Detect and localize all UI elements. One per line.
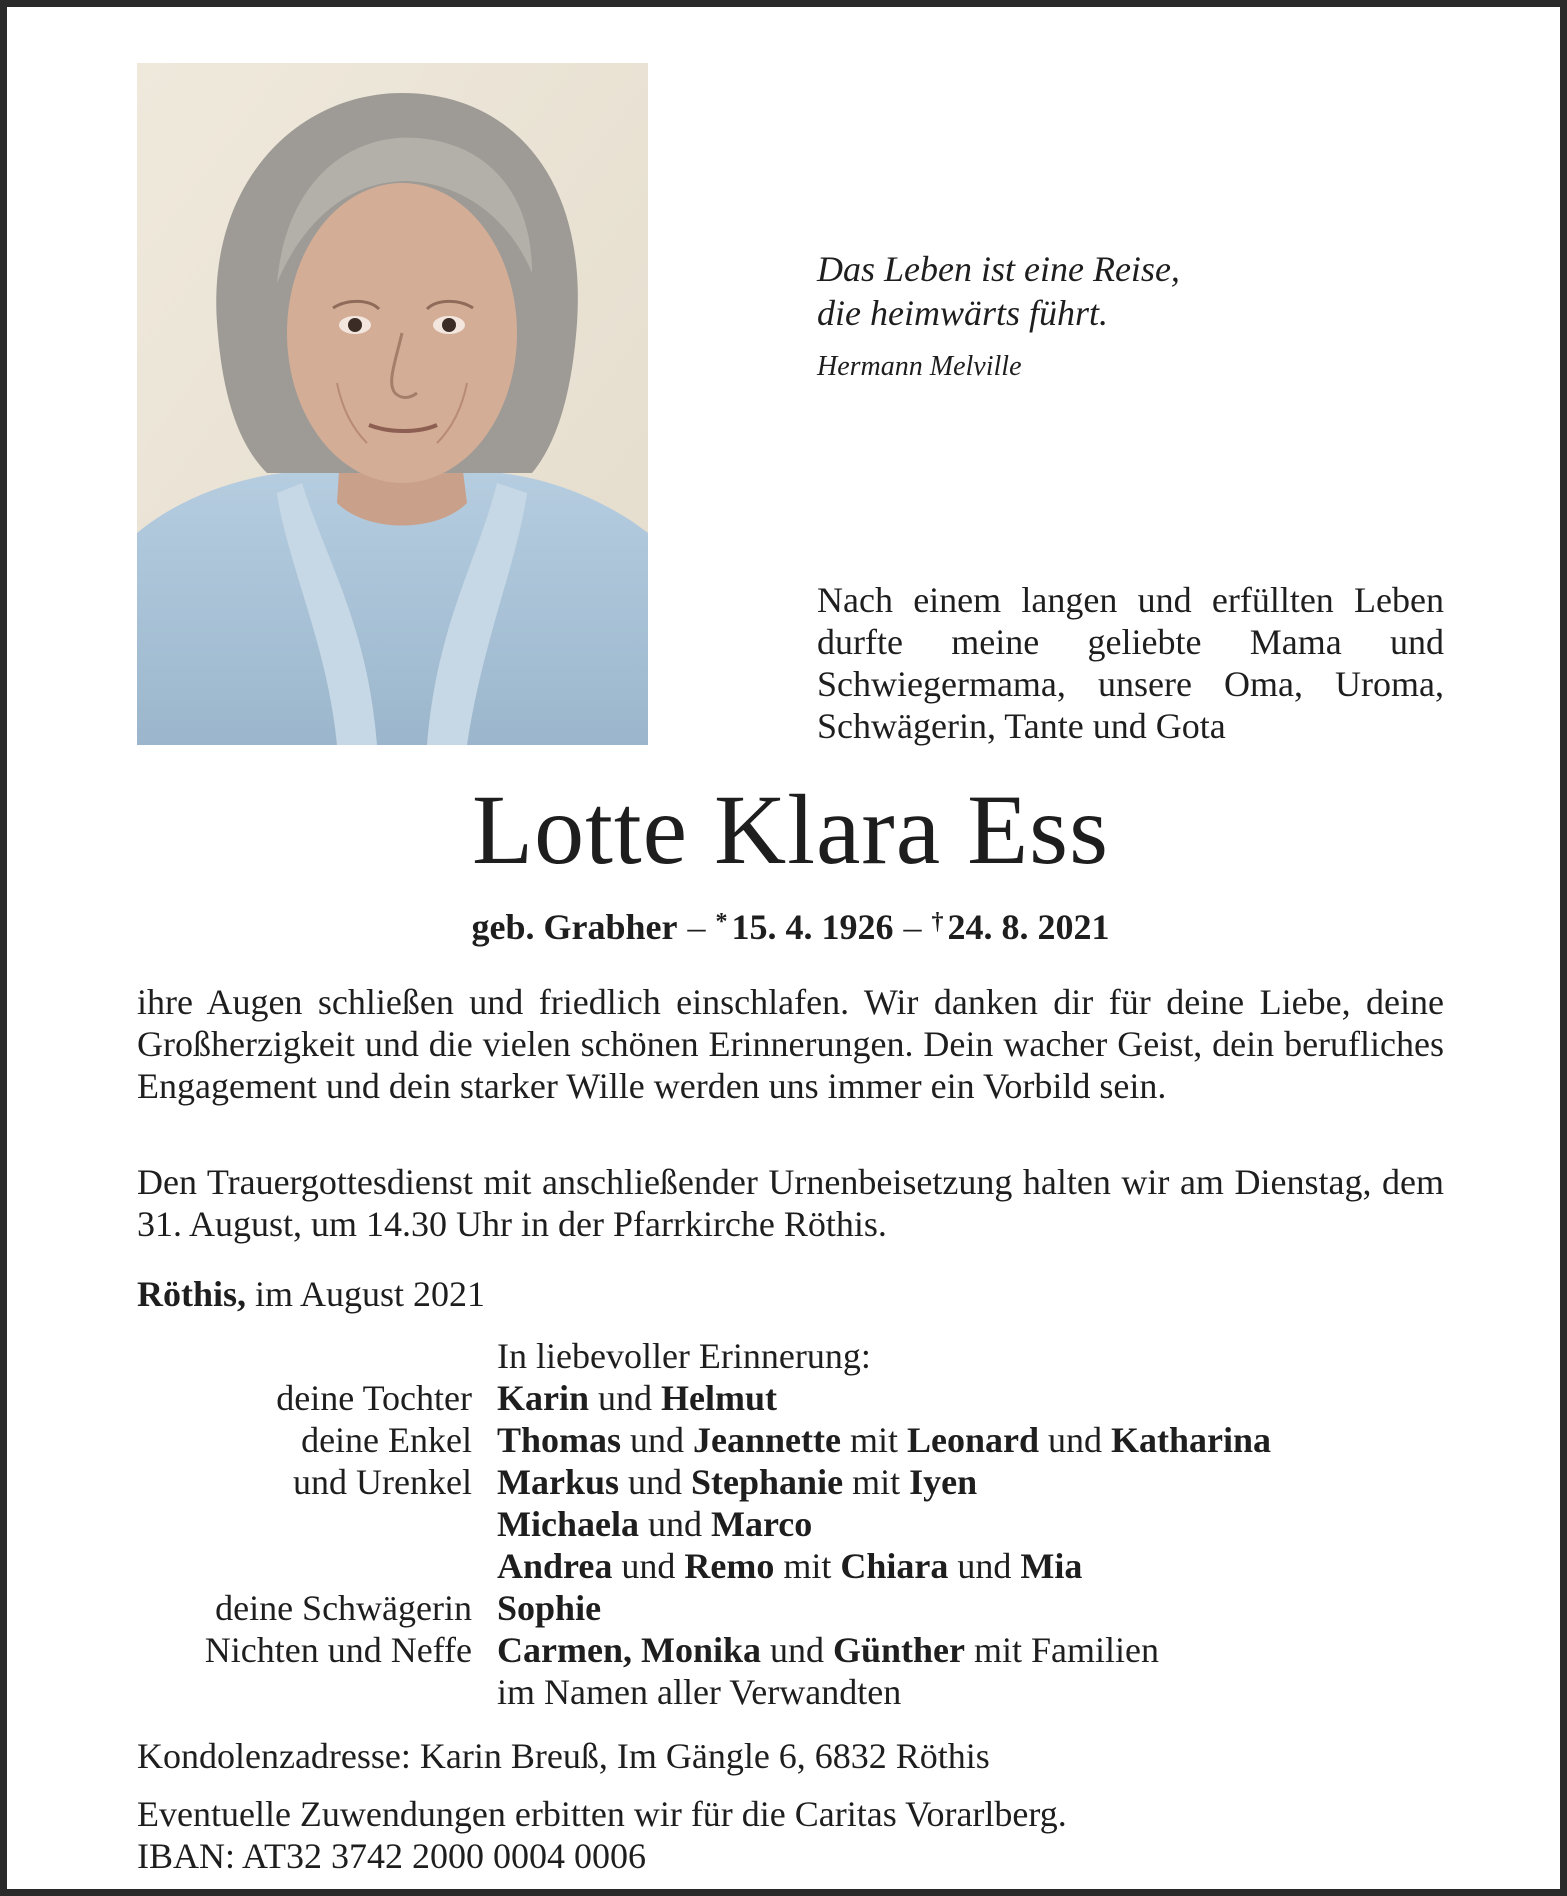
service-paragraph: Den Trauergottesdienst mit anschließender Urnenbeisetzung halten wir am Dienstag, dem 31. August, um 14.30 Uhr in der Pfarrkirche Röthis. <box>137 1162 1444 1244</box>
quote-author: Hermann Melville <box>817 351 1022 382</box>
family-connector: und <box>770 1630 824 1670</box>
family-connector: mit <box>783 1546 832 1586</box>
family-members <box>497 1587 601 1629</box>
family-connector: im Namen aller Verwandten <box>497 1672 902 1712</box>
iban: IBAN: AT32 3742 2000 0004 0006 <box>137 1836 647 1876</box>
family-row <box>137 1419 1271 1461</box>
family-row <box>137 1671 1271 1713</box>
portrait-photo <box>137 63 648 745</box>
condolence-address: Kondolenzadresse: Karin Breuß, Im Gängle 6, 6832 Röthis <box>137 1736 990 1776</box>
family-connector: und <box>630 1420 685 1460</box>
intro-text: Nach einem langen und erfüllten Leben durfte meine geliebte Mama und Schwiegermama, unsere Oma, Uroma, Schwägerin, Tante und Gota <box>817 580 1444 746</box>
family-members <box>497 1671 901 1713</box>
family-relation: deine Enkel <box>301 1420 472 1460</box>
family-member-name: Mia <box>1020 1546 1083 1586</box>
place-date: im August 2021 <box>255 1274 486 1314</box>
family-connector: und <box>647 1504 702 1544</box>
family-member-name: Carmen, Monika <box>497 1630 761 1670</box>
death-date: 24. 8. 2021 <box>947 907 1110 947</box>
family-relation <box>137 1545 472 1587</box>
family-relation <box>137 1671 472 1713</box>
dates-separator-2: – <box>903 907 922 947</box>
family-member-name: Jeannette <box>693 1420 841 1460</box>
family-row <box>137 1377 1271 1419</box>
family-member-name: Iyen <box>909 1462 978 1502</box>
family-member-name: Marco <box>710 1504 813 1544</box>
family-member-name: Remo <box>684 1546 775 1586</box>
family-member-name: Leonard <box>907 1420 1040 1460</box>
quote-line-2: die heimwärts führt. <box>817 293 1109 333</box>
family-member-name: Thomas <box>497 1420 622 1460</box>
quote-line-1: Das Leben ist eine Reise, <box>817 249 1180 289</box>
family-member-name: Michaela <box>497 1504 639 1544</box>
birth-symbol: * <box>715 909 728 935</box>
family-relation <box>137 1503 472 1545</box>
family-members <box>497 1545 1082 1587</box>
family-list <box>137 1335 1271 1713</box>
portrait-illustration <box>137 63 648 745</box>
family-member-name: Chiara <box>840 1546 949 1586</box>
family-connector: mit <box>850 1420 899 1460</box>
birth-name: geb. Grabher <box>471 907 678 947</box>
family-heading: In liebevoller Erinnerung: <box>497 1336 871 1376</box>
family-members <box>497 1377 777 1419</box>
family-member-name: Karin <box>497 1378 590 1418</box>
place-town: Röthis, <box>137 1274 247 1314</box>
family-connector: mit <box>852 1462 901 1502</box>
family-members <box>497 1503 812 1545</box>
family-row <box>137 1545 1271 1587</box>
family-member-name: Helmut <box>661 1378 777 1418</box>
family-members <box>497 1461 977 1503</box>
family-connector: und <box>957 1546 1012 1586</box>
family-member-name: Sophie <box>497 1588 602 1628</box>
family-relation: deine Tochter <box>276 1378 472 1418</box>
family-member-name: Katharina <box>1111 1420 1272 1460</box>
death-symbol: † <box>931 909 944 935</box>
family-row <box>137 1461 1271 1503</box>
deceased-name: Lotte Klara Ess <box>471 774 1110 885</box>
life-dates <box>7 900 1567 949</box>
family-connector: und <box>628 1462 683 1502</box>
family-members <box>497 1629 1159 1671</box>
family-member-name: Günther <box>833 1630 966 1670</box>
family-rows <box>137 1377 1271 1713</box>
family-row <box>137 1503 1271 1545</box>
family-connector: und <box>1048 1420 1103 1460</box>
family-row <box>137 1629 1271 1671</box>
family-relation: deine Schwägerin <box>215 1588 472 1628</box>
dates-separator-1: – <box>687 907 706 947</box>
family-member-name: Stephanie <box>691 1462 844 1502</box>
birth-date: 15. 4. 1926 <box>731 907 894 947</box>
family-connector: und <box>598 1378 653 1418</box>
family-connector: und <box>621 1546 676 1586</box>
family-members <box>497 1419 1271 1461</box>
family-relation: Nichten und Neffe <box>204 1630 472 1670</box>
family-relation: und Urenkel <box>293 1462 472 1502</box>
quote-block <box>817 247 1180 385</box>
family-member-name: Andrea <box>497 1546 613 1586</box>
family-heading-row <box>137 1335 1271 1377</box>
place-and-date <box>137 1273 485 1315</box>
family-member-name: Markus <box>497 1462 620 1502</box>
family-connector: mit Familien <box>974 1630 1160 1670</box>
donation-note: Eventuelle Zuwendungen erbitten wir für die Caritas Vorarlberg. <box>137 1794 1067 1834</box>
memorial-paragraph: ihre Augen schließen und friedlich einschlafen. Wir danken dir für deine Liebe, deine Großherzigkeit und die vielen schönen Erinnerungen. Dein wacher Geist, dein berufliches Engagement und dein starker Wille werden uns immer ein Vorbild sein. <box>137 982 1444 1106</box>
family-row <box>137 1587 1271 1629</box>
